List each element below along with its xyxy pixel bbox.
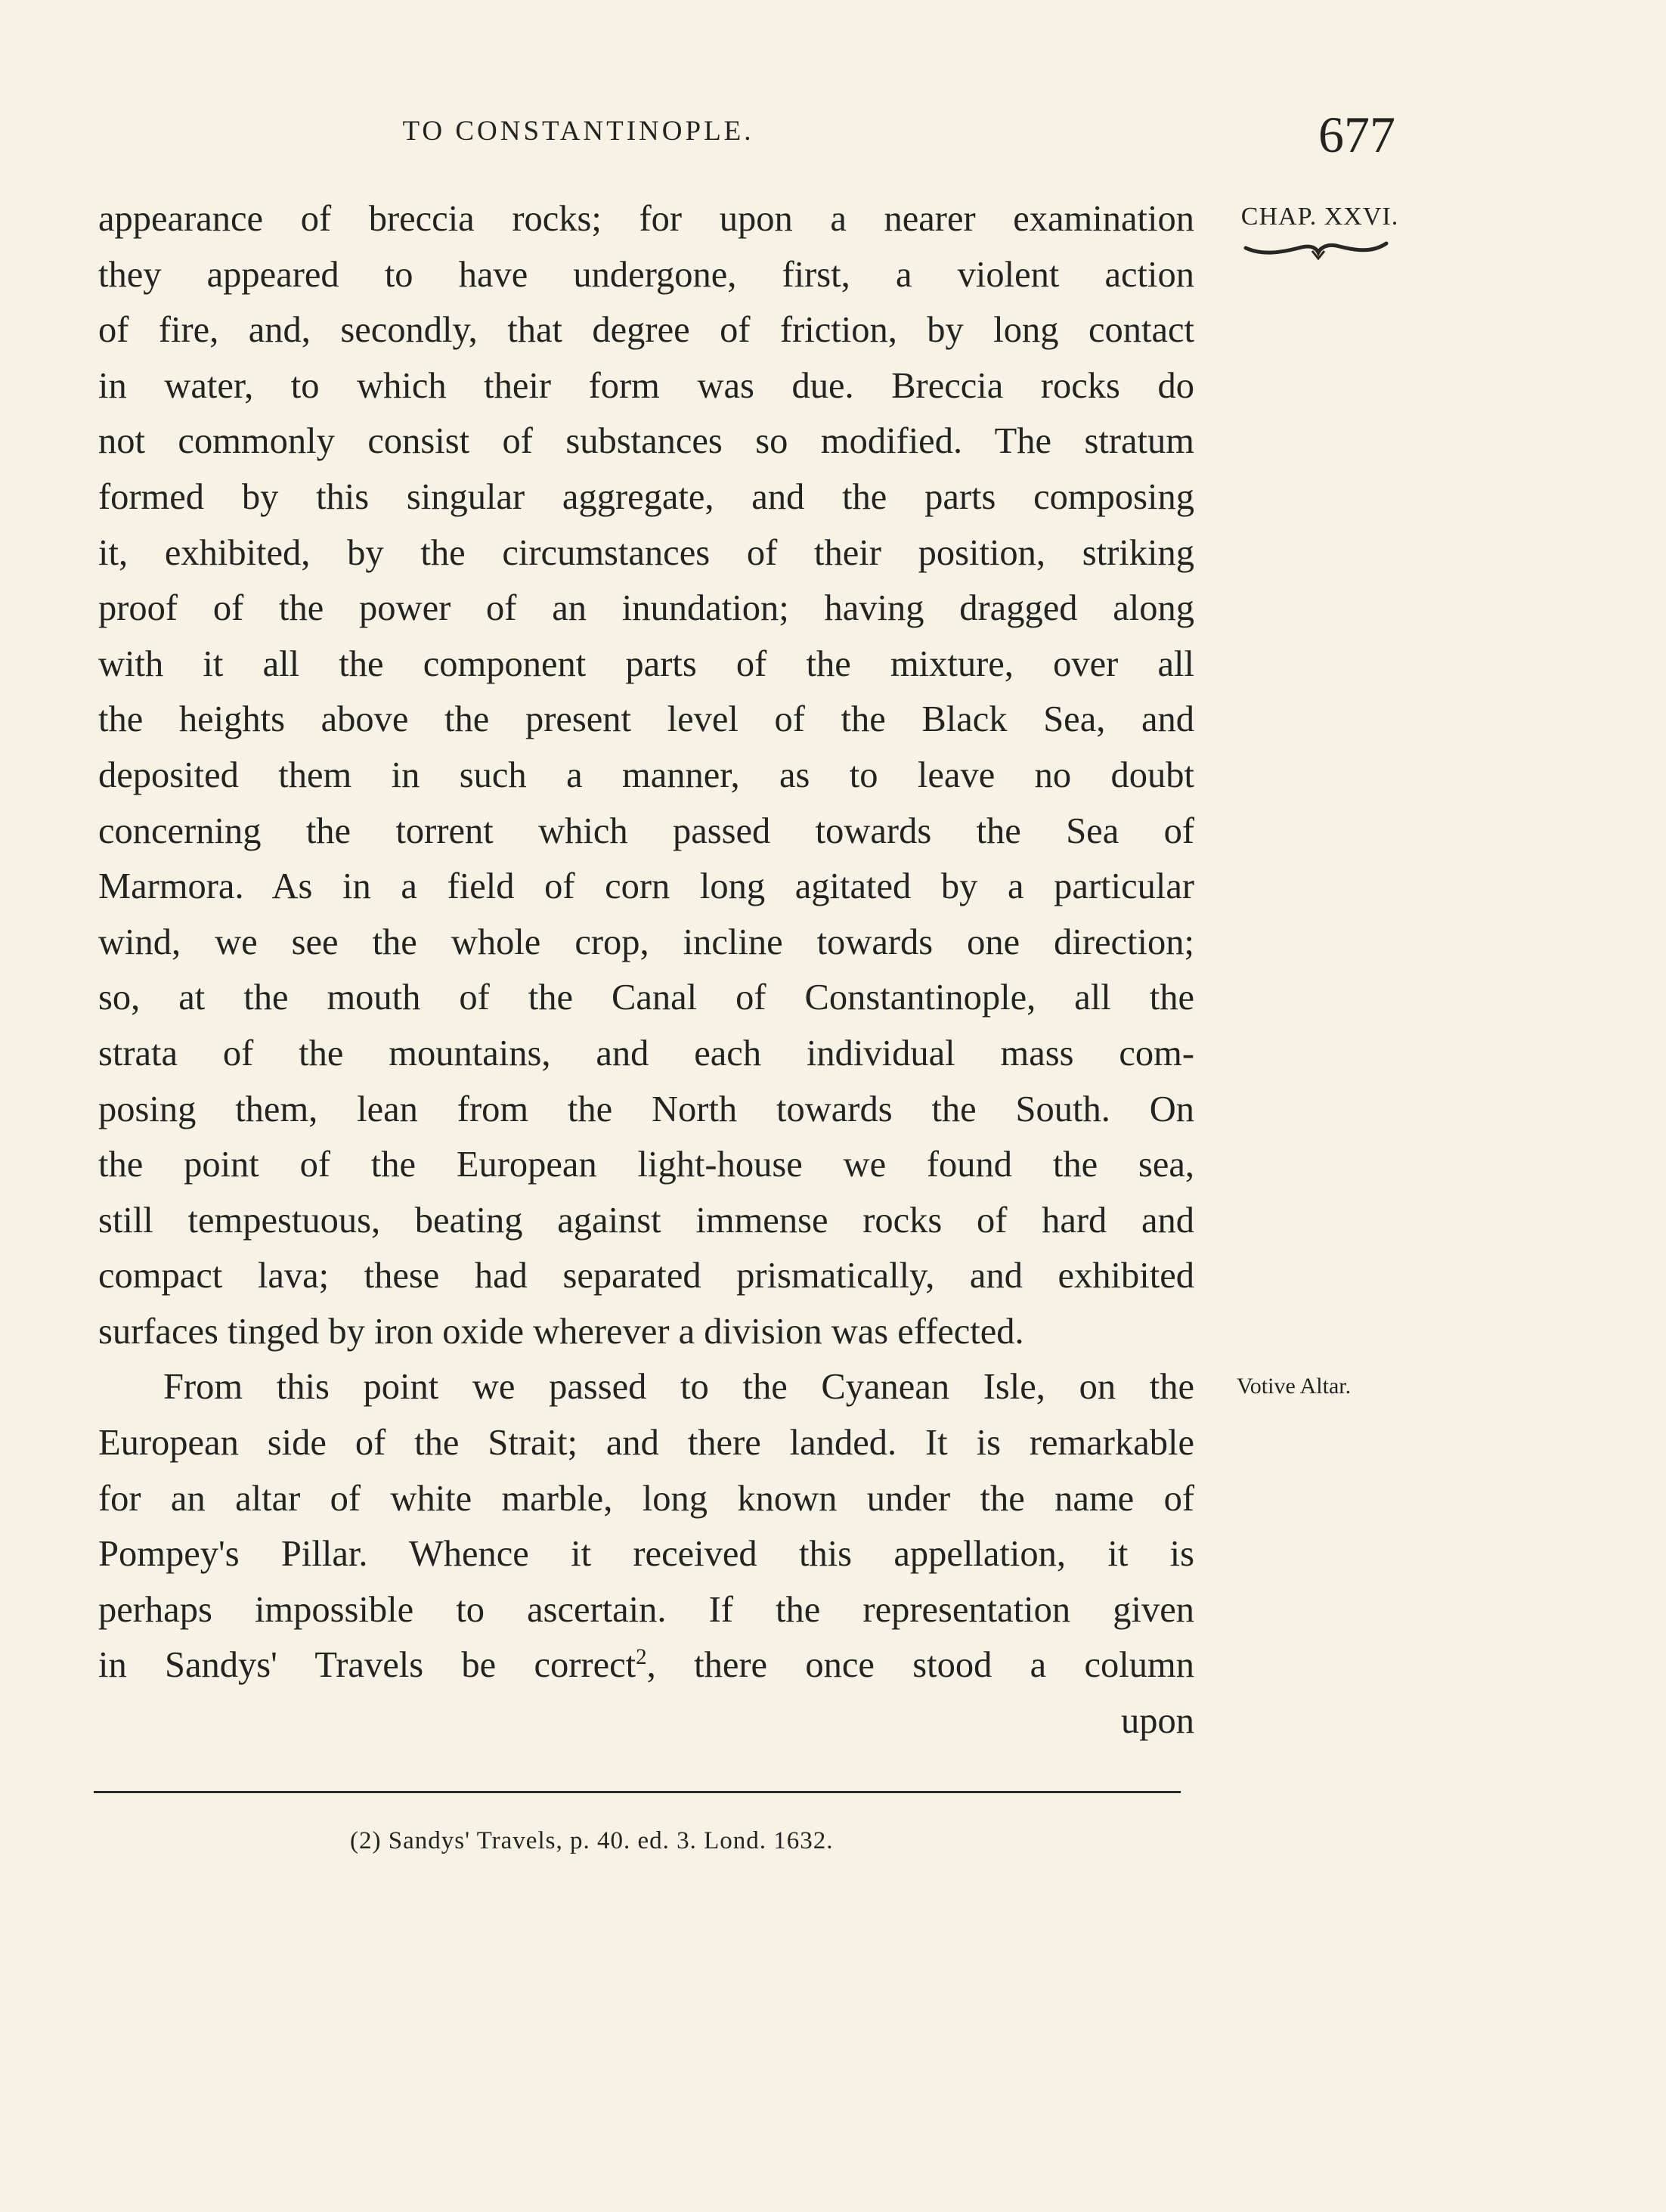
page-number: 677 bbox=[1318, 106, 1395, 163]
text-line: strata of the mountains, and each individual mass com- bbox=[98, 1033, 1194, 1073]
text-line: wind, we see the whole crop, incline towards one direction; bbox=[98, 922, 1194, 962]
text-line: From this point we passed to the Cyanean Isle, on the bbox=[163, 1367, 1194, 1408]
text-line: for an altar of white marble, long known under the name of bbox=[98, 1478, 1194, 1519]
text-line: formed by this singular aggregate, and the parts composing bbox=[98, 476, 1194, 517]
text-line: perhaps impossible to ascertain. If the representation given bbox=[98, 1589, 1194, 1630]
text-line: the heights above the present level of the Black Sea, and bbox=[98, 699, 1194, 740]
text-line: it, exhibited, by the circumstances of their position, striking bbox=[98, 532, 1194, 573]
text-line: they appeared to have undergone, first, a violent action bbox=[98, 254, 1194, 295]
chapter-flourish-icon bbox=[1240, 239, 1391, 266]
text-line: compact lava; these had separated prismatically, and exhibited bbox=[98, 1256, 1194, 1297]
text-line: so, at the mouth of the Canal of Constantinople, all the bbox=[98, 977, 1194, 1018]
text-line: European side of the Strait; and there landed. It is remarkable bbox=[98, 1423, 1194, 1464]
text-line: posing them, lean from the North towards the South. On bbox=[98, 1089, 1194, 1129]
footnote-marker: 2 bbox=[636, 1645, 647, 1670]
text-line: concerning the torrent which passed towards the Sea of bbox=[98, 810, 1194, 851]
text-line: Marmora. As in a field of corn long agitated by a particular bbox=[98, 866, 1194, 907]
running-head: TO CONSTANTINOPLE. bbox=[402, 116, 754, 147]
text-line: surfaces tinged by iron oxide wherever a division was effected. bbox=[98, 1311, 1024, 1352]
text-segment: in Sandys' Travels be correct bbox=[98, 1645, 636, 1686]
footnote: (2) Sandys' Travels, p. 40. ed. 3. Lond. 1632. bbox=[350, 1827, 834, 1854]
text-line: proof of the power of an inundation; having dragged along bbox=[98, 588, 1194, 629]
chapter-sidenote: CHAP. XXVI. bbox=[1240, 203, 1399, 231]
text-line: deposited them in such a manner, as to leave no doubt bbox=[98, 754, 1194, 795]
text-line: of fire, and, secondly, that degree of friction, by long contact bbox=[98, 310, 1194, 351]
text-line: not commonly consist of substances so modified. The stratum bbox=[98, 421, 1194, 462]
catchword: upon bbox=[1121, 1701, 1194, 1742]
text-line bbox=[98, 1637, 1194, 1693]
votive-altar-sidenote: Votive Altar. bbox=[1237, 1374, 1352, 1399]
text-line: still tempestuous, beating against immense rocks of hard and bbox=[98, 1200, 1194, 1241]
text-line: appearance of breccia rocks; for upon a nearer examination bbox=[98, 199, 1194, 239]
text-line: in water, to which their form was due. Breccia rocks do bbox=[98, 365, 1194, 406]
text-line: with it all the component parts of the mixture, over all bbox=[98, 643, 1194, 684]
footnote-rule bbox=[94, 1791, 1181, 1793]
text-line: Pompey's Pillar. Whence it received this appellation, it is bbox=[98, 1534, 1194, 1575]
body-text bbox=[98, 191, 1194, 1749]
text-line: the point of the European light-house we found the sea, bbox=[98, 1145, 1194, 1185]
text-segment: , there once stood a column bbox=[646, 1645, 1194, 1686]
